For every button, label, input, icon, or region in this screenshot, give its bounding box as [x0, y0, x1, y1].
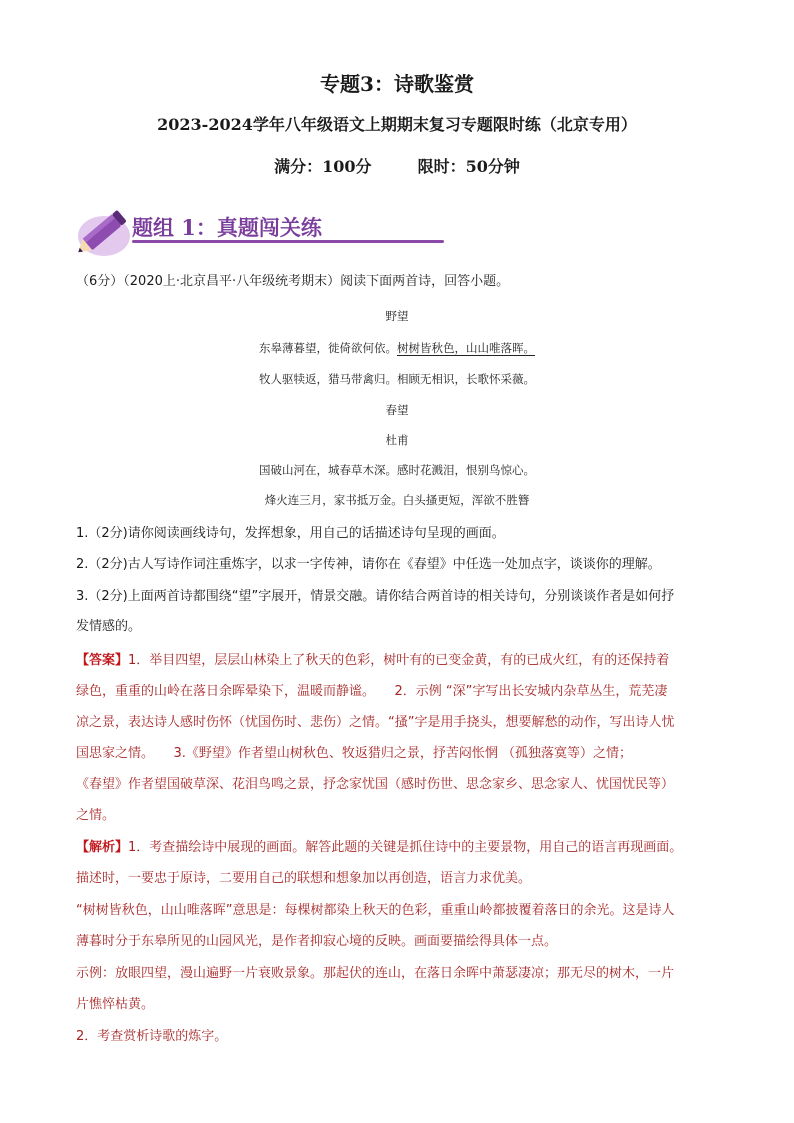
poem1-line1-plain: 东皋薄暮望，徙倚欲何依。 — [259, 341, 397, 355]
analysis-line4: 薄暮时分于东皋所见的山园风光，是作者抑寂心境的反映。画面要描绘得具体一点。 — [76, 934, 558, 949]
answer-line1: 【答案】1．举目四望，层层山林染上了秋天的色彩，树叶有的已变金黄，有的已成火红，有的还保持着 — [76, 653, 670, 668]
answer-line2: 绿色，重重的山岭在落日余晖晕染下，温暖而静谧。 2．示例 “深”字写出长安城内杂草丛生，荒芜凄 — [76, 684, 668, 699]
question-2: 2.（2分)古人写诗作词注重炼字，以求一字传神，请你在《春望》中任选一处加点字，谈谈你的理解。 — [76, 557, 661, 572]
poem1-line2: 牧人驱犊返，猎马带禽归。相顾无相识，长歌怀采薇。 — [259, 372, 535, 386]
poem2-author: 杜甫 — [385, 433, 409, 447]
page-title: 专题3：诗歌鉴赏 — [320, 72, 474, 96]
answer-line6: 之情。 — [76, 808, 116, 823]
poem1-line1-underlined: 树树皆秋色，山山唯落晖。 — [397, 341, 535, 355]
analysis-line2: 描述时，一要忠于原诗，二要用自己的联想和想象加以再创造，语言力求优美。 — [76, 871, 532, 886]
answer-line5: 《春望》作者望国破草深、花泪鸟鸣之景，抒念家忧国（感时伤世、思念家乡、思念家人、忧国忧民等） — [76, 777, 675, 792]
question-3-line2: 发情感的。 — [76, 619, 142, 634]
analysis-line5: 示例：放眼四望，漫山遍野一片衰败景象。那起伏的连山，在落日余晖中萧瑟凄凉；那无尽的树木，一片 — [76, 966, 675, 981]
full-score: 满分：100分 — [274, 157, 372, 176]
page-subtitle: 2023-2024学年八年级语文上期期末复习专题限时练（北京专用） — [157, 115, 637, 134]
analysis-line6: 片憔悴枯黄。 — [76, 997, 155, 1012]
poem2-line1: 国破山河在，城春草木深。感时花溅泪，恨别鸟惊心。 — [259, 463, 535, 477]
answer-line3: 凉之景，表达诗人感时伤怀（忧国伤时、悲伤）之情。“搔”字是用手挠头，想要解愁的动作，写出诗人忧 — [76, 715, 675, 730]
section-banner-label: 题组 1：真题闯关练 — [132, 215, 322, 240]
answer-line4: 国思家之情。 3.《野望》作者望山树秋色、牧返猎归之景，抒苦闷怅惘 （孤独落寞等）之情； — [76, 746, 633, 761]
time-limit: 限时：50分钟 — [417, 157, 520, 176]
analysis-line7: 2．考查赏析诗歌的炼字。 — [76, 1029, 228, 1044]
poem2-title: 春望 — [385, 403, 409, 417]
section-banner — [74, 196, 374, 260]
question-3-line1: 3.（2分)上面两首诗都围绕“望”字展开，情景交融。请你结合两首诗的相关诗句，分别谈谈作者是如何抒 — [76, 589, 675, 604]
pencil-icon — [74, 196, 134, 260]
question-intro: （6分）（2020上·北京昌平·八年级统考期末）阅读下面两首诗，回答小题。 — [76, 274, 510, 289]
analysis-line3: “树树皆秋色，山山唯落晖”意思是：每棵树都染上秋天的色彩，重重山岭都披覆着落日的余光。这是诗人 — [76, 903, 675, 918]
analysis-tag: 【解析】 — [76, 840, 129, 855]
poem1-title: 野望 — [385, 309, 409, 323]
answer-tag: 【答案】 — [76, 653, 129, 668]
score-time-line — [0, 154, 794, 177]
question-1: 1.（2分)请你阅读画线诗句，发挥想象，用自己的话描述诗句呈现的画面。 — [76, 526, 505, 541]
poem2-line2: 烽火连三月，家书抵万金。白头搔更短，浑欲不胜簪 — [264, 493, 530, 507]
poem1-line1 — [0, 340, 794, 356]
banner-underline — [132, 240, 444, 243]
analysis-line1: 【解析】1．考查描绘诗中展现的画面。解答此题的关键是抓住诗中的主要景物，用自己的语言再现画面。 — [76, 840, 683, 855]
